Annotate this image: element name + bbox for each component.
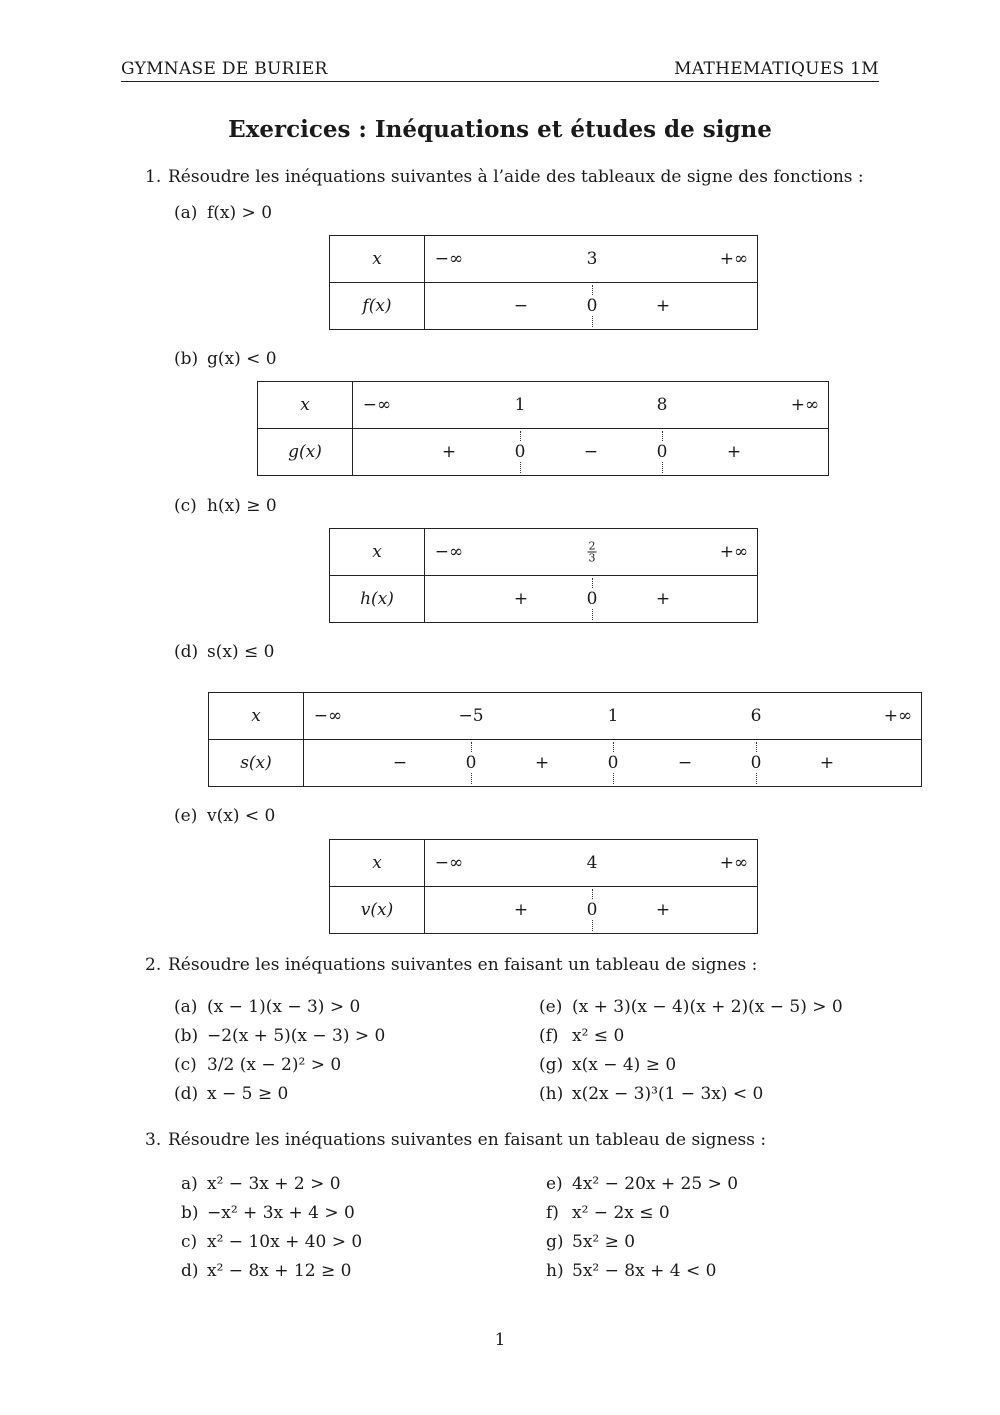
- exercise-2-instruction: Résoudre les inéquations suivantes en faisant un tableau de signes :: [168, 955, 758, 975]
- plus-infinity: +∞: [790, 395, 820, 415]
- part-a-label: (a): [174, 203, 198, 223]
- ex2-item-expr: (x + 3)(x − 4)(x + 2)(x − 5) > 0: [572, 997, 843, 1017]
- sign: −: [513, 296, 529, 316]
- ex3-item-label: c): [181, 1232, 198, 1252]
- ex3-item-expr: x² − 3x + 2 > 0: [207, 1174, 341, 1194]
- minus-infinity: −∞: [434, 853, 464, 873]
- sign: +: [655, 900, 671, 920]
- sign: +: [726, 442, 742, 462]
- plus-infinity: +∞: [719, 853, 749, 873]
- root-value: 8: [656, 395, 668, 415]
- part-c-inequality: h(x) ≥ 0: [207, 496, 277, 516]
- sign-table-v: [329, 839, 758, 934]
- ex3-item-expr: 5x² ≥ 0: [572, 1232, 636, 1252]
- part-a-inequality: f(x) > 0: [207, 203, 273, 223]
- part-c-label: (c): [174, 496, 197, 516]
- ex2-item-label: (h): [539, 1084, 564, 1104]
- ex2-item-label: (f): [539, 1026, 559, 1046]
- part-d-label: (d): [174, 642, 199, 662]
- sign-table-f: [329, 235, 758, 330]
- ex3-item-expr: 4x² − 20x + 25 > 0: [572, 1174, 739, 1194]
- minus-infinity: −∞: [362, 395, 392, 415]
- minus-infinity: −∞: [313, 706, 343, 726]
- ex2-item-label: (b): [174, 1026, 199, 1046]
- sign: +: [513, 589, 529, 609]
- root-value: 1: [607, 706, 619, 726]
- table-x-label: x: [330, 529, 425, 576]
- ex2-item-expr: −2(x + 5)(x − 3) > 0: [207, 1026, 386, 1046]
- sign-table-s: [208, 692, 922, 787]
- part-d-inequality: s(x) ≤ 0: [207, 642, 275, 662]
- table-function-label: f(x): [330, 283, 425, 330]
- ex2-item-expr: x² ≤ 0: [572, 1026, 625, 1046]
- root-value: 1: [514, 395, 526, 415]
- ex3-item-label: e): [546, 1174, 563, 1194]
- sign: +: [513, 900, 529, 920]
- exercise-3-instruction: Résoudre les inéquations suivantes en faisant un tableau de signess :: [168, 1130, 767, 1150]
- sign-table-g: [257, 381, 829, 476]
- ex2-item-expr: x(2x − 3)³(1 − 3x) < 0: [572, 1084, 764, 1104]
- ex3-item-expr: x² − 10x + 40 > 0: [207, 1232, 363, 1252]
- exercise-2-number: 2.: [145, 955, 162, 975]
- table-x-label: x: [330, 236, 425, 283]
- zero-value: 0: [656, 442, 668, 462]
- part-e-inequality: v(x) < 0: [207, 806, 276, 826]
- table-function-label: h(x): [330, 576, 425, 623]
- ex3-item-label: f): [546, 1203, 559, 1223]
- part-b-label: (b): [174, 349, 199, 369]
- minus-infinity: −∞: [434, 249, 464, 269]
- exercise-1-number: 1.: [145, 167, 162, 187]
- sign: −: [677, 753, 693, 773]
- ex2-item-label: (d): [174, 1084, 199, 1104]
- ex3-item-label: g): [546, 1232, 564, 1252]
- root-value: −5: [458, 706, 484, 726]
- sign: −: [583, 442, 599, 462]
- header-school: GYMNASE DE BURIER: [121, 59, 328, 79]
- ex3-item-label: h): [546, 1261, 564, 1281]
- table-function-label: g(x): [258, 429, 353, 476]
- zero-value: 0: [465, 753, 477, 773]
- ex2-item-expr: x − 5 ≥ 0: [207, 1084, 289, 1104]
- table-function-label: s(x): [209, 740, 304, 787]
- root-value: 6: [750, 706, 762, 726]
- ex3-item-label: a): [181, 1174, 198, 1194]
- ex3-item-label: d): [181, 1261, 199, 1281]
- plus-infinity: +∞: [719, 542, 749, 562]
- part-b-inequality: g(x) < 0: [207, 349, 277, 369]
- ex2-item-expr: 3/2 (x − 2)² > 0: [207, 1055, 342, 1075]
- ex3-item-expr: x² − 2x ≤ 0: [572, 1203, 670, 1223]
- ex3-item-label: b): [181, 1203, 199, 1223]
- exercise-3-number: 3.: [145, 1130, 162, 1150]
- ex2-item-label: (a): [174, 997, 198, 1017]
- zero-value: 0: [750, 753, 762, 773]
- page-number: 1: [494, 1330, 506, 1350]
- page-title: Exercices : Inéquations et études de signe: [228, 116, 772, 143]
- plus-infinity: +∞: [883, 706, 913, 726]
- sign: +: [534, 753, 550, 773]
- table-x-label: x: [209, 693, 304, 740]
- table-x-label: x: [258, 382, 353, 429]
- minus-infinity: −∞: [434, 542, 464, 562]
- ex2-item-expr: (x − 1)(x − 3) > 0: [207, 997, 361, 1017]
- ex2-item-expr: x(x − 4) ≥ 0: [572, 1055, 677, 1075]
- root-fraction: $\frac{2}{3}$: [588, 539, 596, 565]
- zero-value: 0: [586, 589, 598, 609]
- zero-value: 0: [586, 296, 598, 316]
- ex2-item-label: (c): [174, 1055, 197, 1075]
- exercise-1-instruction: Résoudre les inéquations suivantes à l’aide des tableaux de signe des fonctions :: [168, 167, 864, 187]
- sign: +: [441, 442, 457, 462]
- header-subject: MATHEMATIQUES 1M: [674, 59, 879, 79]
- sign: +: [819, 753, 835, 773]
- table-function-label: v(x): [330, 887, 425, 934]
- ex2-item-label: (g): [539, 1055, 564, 1075]
- root-value: 4: [586, 853, 598, 873]
- plus-infinity: +∞: [719, 249, 749, 269]
- ex3-item-expr: x² − 8x + 12 ≥ 0: [207, 1261, 352, 1281]
- part-e-label: (e): [174, 806, 198, 826]
- ex2-item-label: (e): [539, 997, 563, 1017]
- root-value: 3: [586, 249, 598, 269]
- sign: +: [655, 589, 671, 609]
- ex3-item-expr: −x² + 3x + 4 > 0: [207, 1203, 355, 1223]
- sign: −: [392, 753, 408, 773]
- zero-value: 0: [607, 753, 619, 773]
- ex3-item-expr: 5x² − 8x + 4 < 0: [572, 1261, 717, 1281]
- sign: +: [655, 296, 671, 316]
- table-x-label: x: [330, 840, 425, 887]
- zero-value: 0: [586, 900, 598, 920]
- sign-table-h: [329, 528, 758, 623]
- zero-value: 0: [514, 442, 526, 462]
- header-rule: [121, 81, 879, 82]
